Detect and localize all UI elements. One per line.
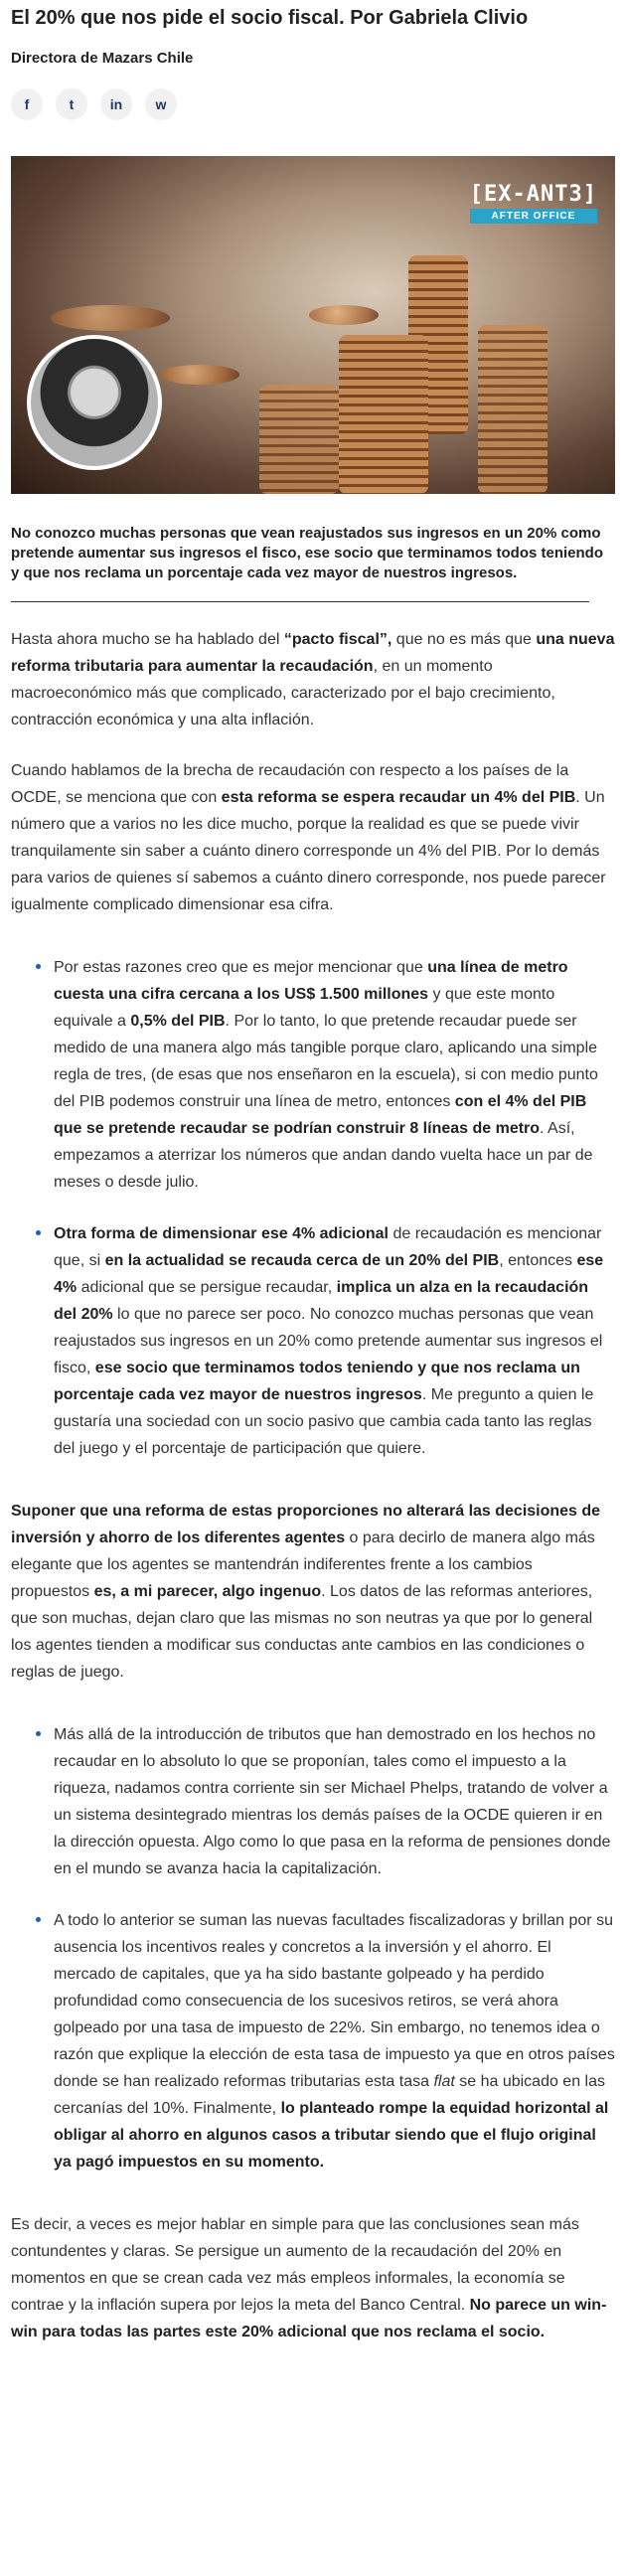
exante-logo: [EX-ANT3] AFTER OFFICE [469, 182, 597, 222]
list-item [54, 1907, 615, 2175]
text-run: Por estas razones creo que es mejor mencionar que [54, 959, 428, 976]
bold-text: con el 4% del PIB que se pretende recaudar se podrían construir 8 líneas de metro [54, 1093, 587, 1137]
bold-text: lo planteado rompe la equidad horizontal al obligar al ahorro en algunos casos a tributar siendo que el flujo original ya pagó impuestos en su momento. [54, 2100, 609, 2171]
text-run: y que este monto equivale a [54, 986, 555, 1030]
text-run: Hasta ahora mucho se ha hablado del [11, 631, 284, 648]
text-run: Cuando hablamos de la brecha de recaudación con respecto a los países de la OCDE, se menciona que con [11, 762, 569, 806]
bold-text: Otra forma de dimensionar ese 4% adicional [54, 1225, 389, 1242]
text-run: Más allá de la introducción de tributos que han demostrado en los hechos no recaudar en lo absoluto lo que se proponían, tales como el impuesto a la riqueza, nadamos contra corriente sin ser Michael Phelps, tratando de volver a un sistema desintegrado mientras los demás países de la OCDE quieren ir en la dirección opuesta. Algo como lo que pasa en la reforma de pensiones donde en el mundo se avanza hacia la capitalización. [54, 1726, 611, 1877]
text-run: lo que no parece ser poco. No conozco muchas personas que vean reajustados sus ingresos en un 20% como pretende aumentar sus ingresos el fisco, [54, 1306, 603, 1376]
bold-text: “pacto fiscal”, [283, 631, 392, 648]
text-run: , entonces [499, 1252, 577, 1269]
text-run: se ha ubicado en las cercanías del 10%. Finalmente, [54, 2073, 605, 2117]
text-run: de recaudación es mencionar que, si [54, 1225, 602, 1269]
whatsapp-icon[interactable]: w [145, 88, 177, 120]
hero-image [11, 156, 615, 494]
bold-text: en la actualidad se recauda cerca de un 20% del PIB [104, 1252, 500, 1269]
text-run: o para decirlo de manera algo más elegante que los agentes se mantendrán indiferentes frente a los cambios propuestos [11, 1530, 595, 1600]
list-item [54, 1220, 615, 1462]
linkedin-icon[interactable]: in [100, 88, 132, 120]
bullet-list-2 [11, 1721, 615, 2175]
bold-text: Suponer que una reforma de estas proporciones no alterará las decisiones de inversión y ahorro de los diferentes agentes [11, 1503, 601, 1546]
paragraph-1 [11, 626, 615, 733]
bold-text: una línea de metro cuesta una cifra cercana a los US$ 1.500 millones [54, 959, 568, 1003]
text-run: . Me pregunto a quien le gustaría una sociedad con un socio pasivo que cambia cada tanto las reglas del juego y el porcentaje de participación que quiere. [54, 1386, 594, 1457]
paragraph-4 [11, 2211, 615, 2345]
article-title: El 20% que nos pide el socio fiscal. Por Gabriela Clivio [11, 7, 529, 29]
text-run: , en un momento macroeconómico más que complicado, caracterizado por el bajo crecimiento, contracción económica y una alta inflación. [11, 658, 555, 728]
bold-text: implica un alza en la recaudación del 20% [54, 1279, 589, 1323]
facebook-icon[interactable]: f [11, 88, 43, 120]
paragraph-2 [11, 757, 615, 918]
bold-text: 0,5% del PIB [130, 1013, 226, 1030]
list-item [54, 1721, 615, 1882]
bold-text: una nueva reforma tributaria para aumentar la recaudación [11, 631, 615, 675]
paragraph-3 [11, 1498, 615, 1686]
bold-text: ese 4% [54, 1252, 604, 1296]
text-run: . Los datos de las reformas anteriores, que son muchas, dejan claro que las mismas no son neutras ya que por lo general los agentes tienden a modificar sus conductas ante cambios en las condiciones o reglas de juego. [11, 1583, 593, 1681]
bold-text: ese socio que terminamos todos teniendo y que nos reclama un porcentaje cada vez mayor de nuestros ingresos [54, 1360, 580, 1403]
text-run: . Un número que a varios no les dice mucho, porque la realidad es que se puede vivir tranquilamente sin saber a cuánto dinero corresponde un 4% del PIB. Por lo demás para varios de quienes sí sabemos a cuánto dinero corresponde, nos puede parecer igualmente complicado dimensionar esa cifra. [11, 789, 606, 913]
text-run: A todo lo anterior se suman las nuevas facultades fiscalizadoras y brillan por su ausencia los incentivos reales y concretos a la inversión y el ahorro. El mercado de capitales, que ya ha sido bastante golpeado y ha perdido profundidad como consecuencia de los sucesivos retiros, se verá ahora golpeado por una tasa de impuesto de 22%. Sin embargo, no tenemos idea o razón que explique la elección de esta tasa de impuesto ya que en otros países donde se han realizado reformas tributarias esta tasa [54, 1912, 615, 2090]
bold-text: es, a mi parecer, algo ingenuo [93, 1583, 322, 1600]
divider [11, 601, 589, 602]
twitter-icon[interactable]: t [56, 88, 87, 120]
text-run: adicional que se persigue recaudar, [77, 1279, 337, 1296]
bullet-list-1 [11, 954, 615, 1462]
article [0, 4, 626, 2345]
share-bar [11, 88, 615, 120]
list-item [54, 954, 615, 1196]
text-run: Es decir, a veces es mejor hablar en simple para que las conclusiones sean más contundentes y claras. Se persigue un aumento de la recaudación del 20% en momentos en que se crean cada vez más empleos informales, la economía se contrae y la inflación supera por lejos la meta del Banco Central. [11, 2216, 579, 2314]
bold-text: esta reforma se espera recaudar un 4% del PIB [221, 789, 576, 806]
bold-text: No parece un win-win para todas las partes este 20% adicional que nos reclama el socio. [11, 2297, 607, 2340]
article-lead: No conozco muchas personas que vean reajustados sus ingresos en un 20% como pretende aumentar sus ingresos el fisco, ese socio que terminamos todos teniendo y que nos reclama un porcentaje cada vez mayor de nuestros ingresos. [11, 525, 603, 581]
text-run: flat [433, 2073, 455, 2090]
author-avatar [27, 335, 162, 470]
text-run: . Así, empezamos a aterrizar los números que andan dando vuelta hace un par de meses o desde julio. [54, 1120, 593, 1191]
author-role: Directora de Mazars Chile [11, 50, 194, 67]
text-run: . Por lo tanto, lo que pretende recaudar puede ser medido de una manera algo más tangible porque claro, aplicando una simple regla de tres, (de esas que nos enseñaron en la escuela), si con medio punto del PIB podemos construir una línea de metro, entonces [54, 1013, 598, 1110]
text-run: que no es más que [391, 631, 537, 648]
